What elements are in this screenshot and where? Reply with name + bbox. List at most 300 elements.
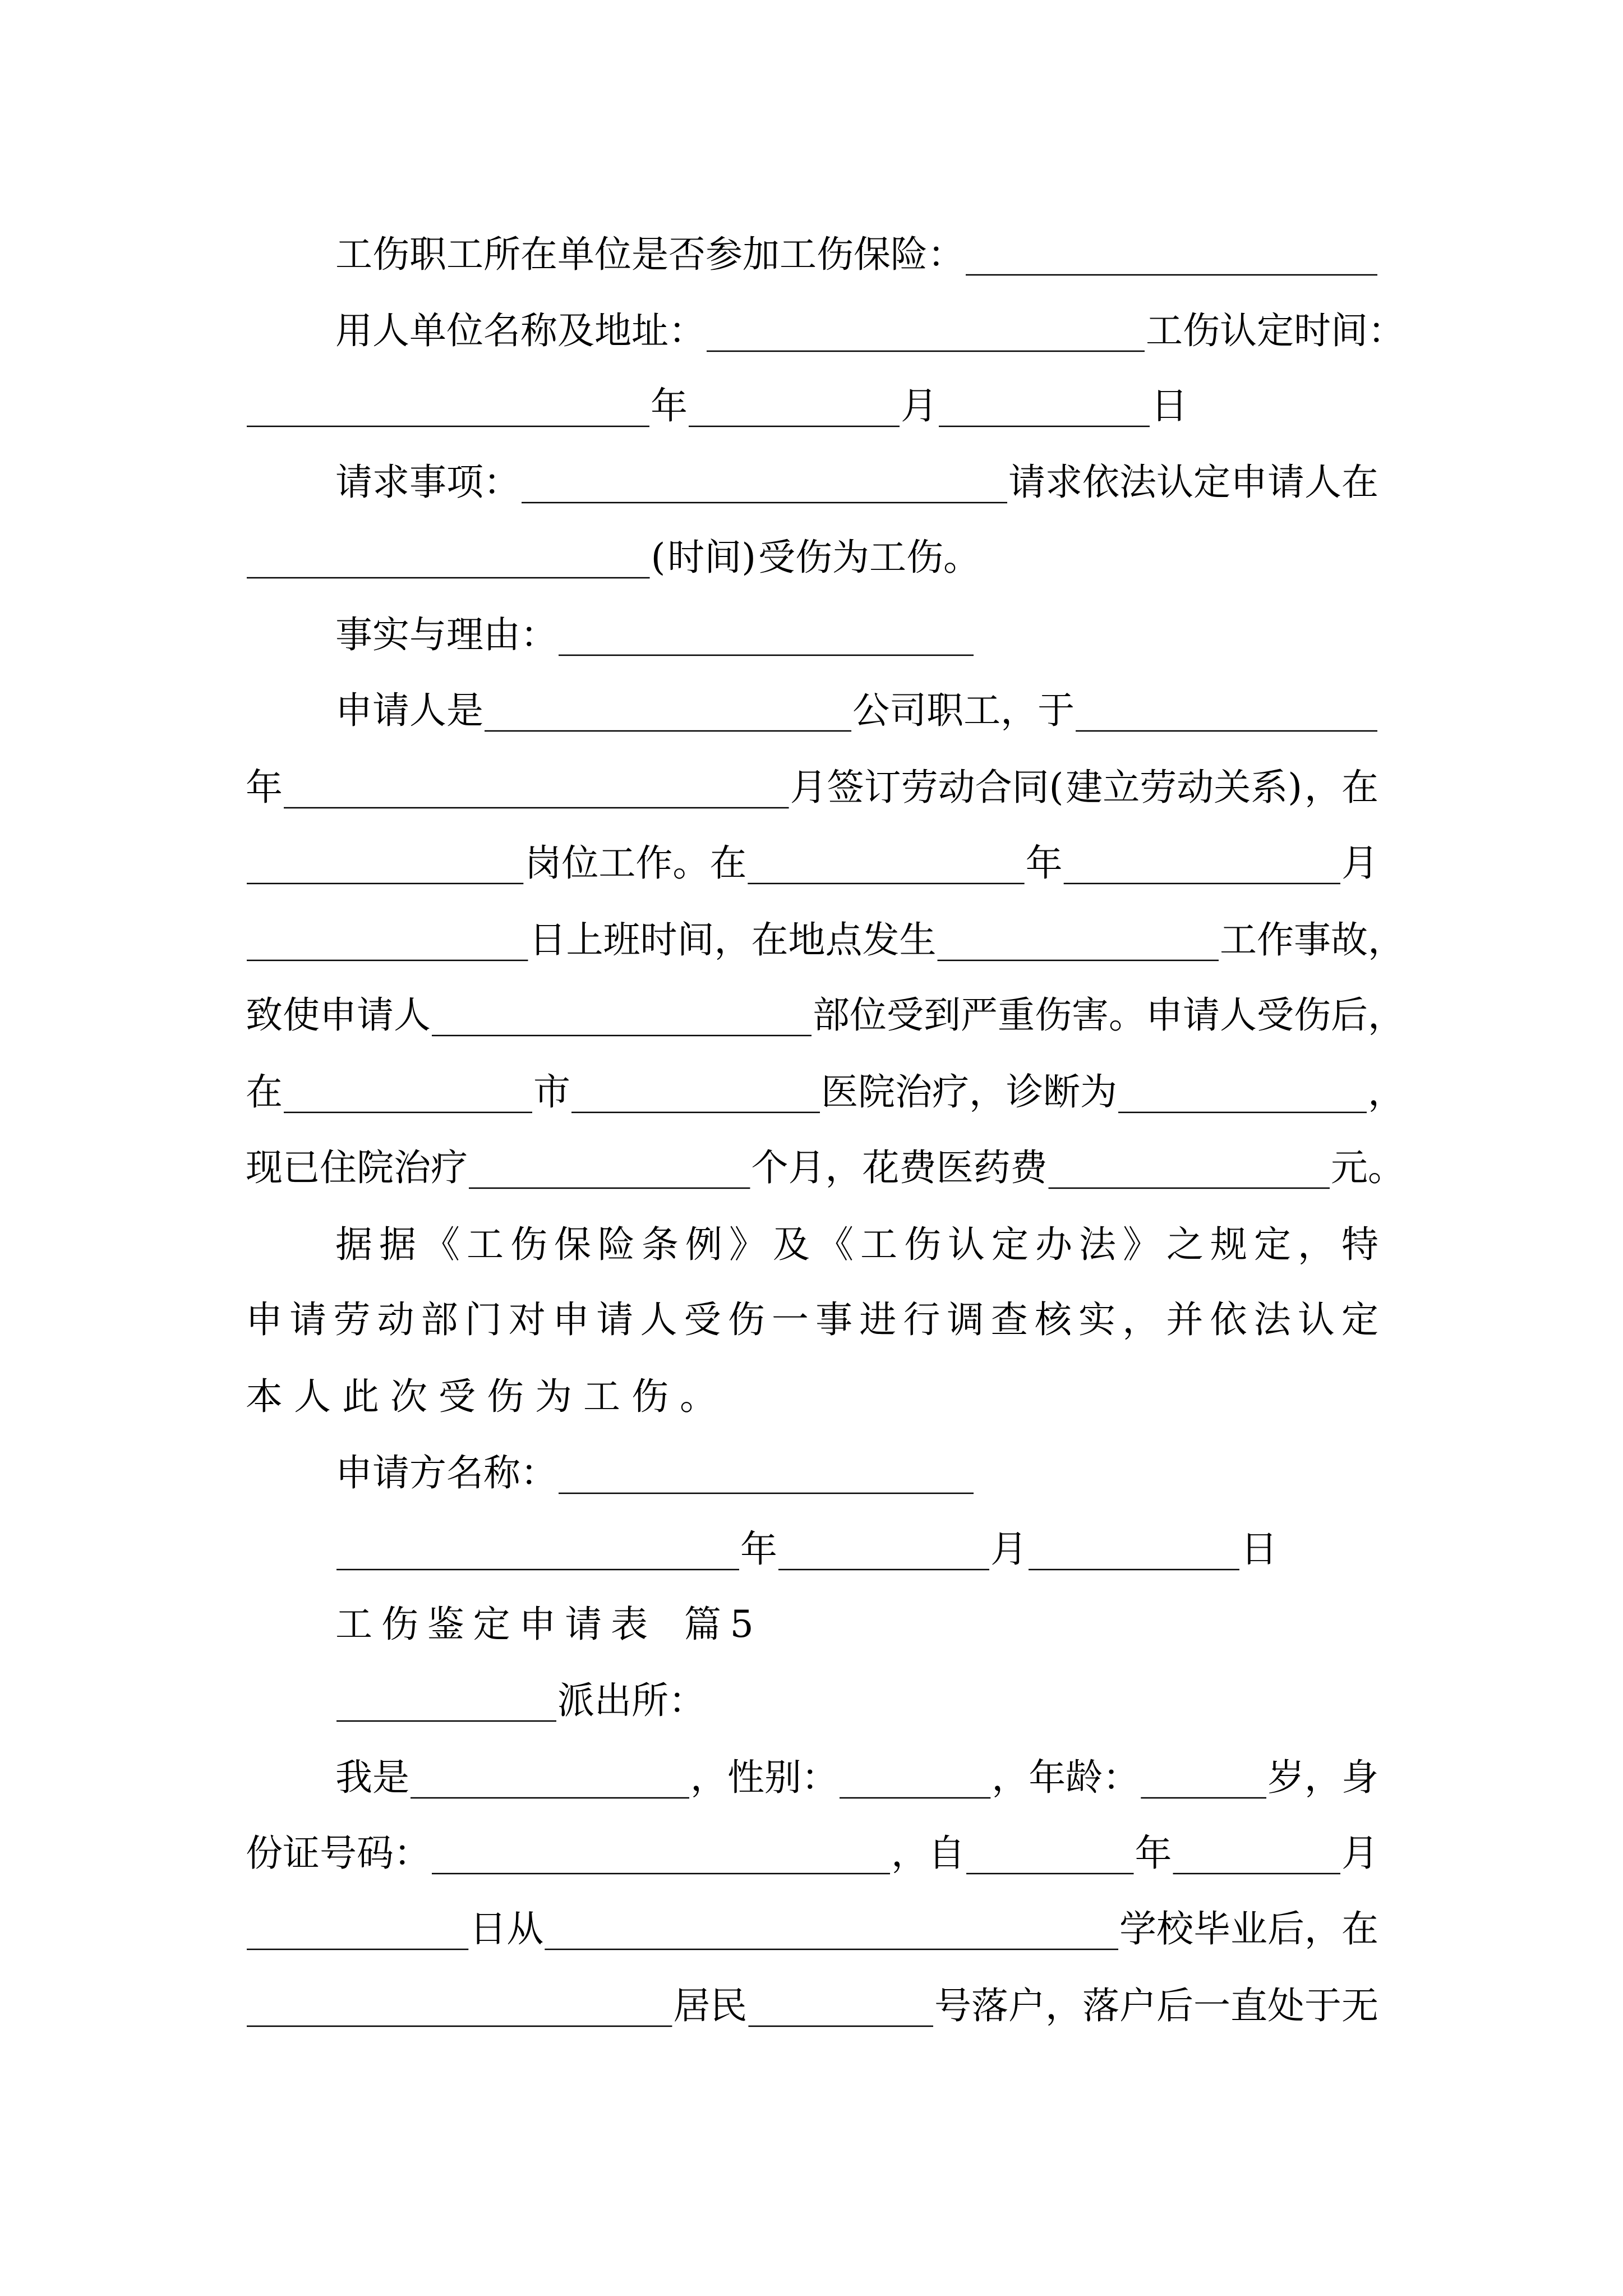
text-glyph [1146,993,1183,1037]
text-glyph [727,1756,764,1799]
text-glyph [1368,918,1405,961]
text-glyph [1151,384,1188,427]
text-glyph [1368,309,1405,352]
text-glyph [901,384,938,427]
text-glyph [709,841,746,885]
text-glyph [409,309,446,352]
text-glyph [1341,1298,1378,1341]
text-glyph [1156,461,1193,504]
text-line-render [335,610,975,662]
text-glyph [795,536,832,579]
text-line-render [246,1829,1378,1880]
text-glyph [1183,309,1220,352]
text-glyph [1011,1146,1049,1189]
text-glyph [566,918,603,961]
text-line [335,1676,706,1728]
text-line-render [246,1981,1378,2033]
text-glyph [1049,766,1064,809]
text-glyph [869,536,906,579]
text-glyph [887,993,924,1037]
text-line [246,1904,1378,1956]
text-glyph [1304,1984,1341,2027]
text-glyph [1267,1907,1304,1950]
text-glyph [246,1375,283,1418]
text-glyph [372,233,409,276]
text-glyph [928,233,965,276]
text-line [335,1448,975,1500]
text-glyph [1267,1984,1304,2027]
text-glyph [903,1298,940,1341]
text-glyph [409,1451,446,1494]
text-glyph [1294,918,1331,961]
text-glyph [904,1223,941,1266]
text-glyph [667,536,704,579]
text-glyph [377,1298,414,1341]
text-glyph [1368,1146,1405,1189]
text-line-render [335,230,1378,282]
text-glyph [990,1527,1027,1571]
text-glyph [901,766,938,809]
text-line [335,610,975,662]
text-glyph [1146,309,1183,352]
text-glyph [421,1298,458,1341]
text-glyph [1210,1298,1247,1341]
text-glyph [446,461,484,504]
text-glyph [1341,1984,1378,2027]
text-glyph [335,613,372,656]
text-glyph [467,1223,504,1266]
text-glyph [924,993,961,1037]
text-glyph [1331,918,1368,961]
text-glyph [729,1223,766,1266]
text-glyph [743,233,780,276]
text-glyph [557,233,594,276]
text-line [246,1295,1378,1347]
text-glyph [1035,1298,1073,1341]
text-glyph [473,1603,510,1646]
text-glyph [520,1451,557,1494]
text-glyph [821,1070,858,1114]
text-glyph [483,1451,521,1494]
text-glyph [1298,1223,1335,1266]
text-line-render [335,1525,1278,1576]
text-glyph [409,233,448,276]
text-glyph [519,1603,556,1646]
text-glyph [1000,689,1038,732]
text-glyph [1331,1146,1368,1189]
text-line [246,1143,1405,1195]
text-glyph [928,1832,965,1875]
text-glyph [1029,1756,1066,1799]
text-glyph [246,1146,283,1189]
text-glyph [335,1451,372,1494]
text-glyph [772,1298,809,1341]
text-glyph [283,1146,320,1189]
text-line [246,533,980,585]
text-glyph [832,536,869,579]
text-glyph [635,841,672,885]
text-glyph [685,1223,722,1266]
text-glyph [668,1679,706,1722]
text-glyph [1257,993,1294,1037]
text-glyph [710,1984,747,2027]
text-glyph [684,1298,721,1341]
text-glyph [1123,1223,1160,1266]
text-glyph [1254,1298,1292,1341]
text-glyph [446,233,483,276]
text-line-render [246,839,1378,890]
text-glyph [1230,1907,1267,1950]
text-glyph [1304,1756,1341,1799]
text-line [335,1220,1378,1272]
text-glyph [335,1756,372,1799]
text-glyph [1220,993,1257,1037]
text-glyph [289,1298,326,1341]
text-glyph [1140,766,1177,809]
text-glyph [520,309,558,352]
text-glyph [1220,918,1257,961]
text-glyph [889,689,926,732]
text-glyph [372,1756,409,1799]
text-glyph [409,461,446,504]
text-glyph [790,766,827,809]
text-glyph [863,1146,900,1189]
text-glyph [1122,1298,1159,1341]
text-glyph [974,1146,1011,1189]
text-line-render [335,1600,750,1651]
text-glyph [815,1298,852,1341]
text-glyph [1035,993,1072,1037]
text-glyph [1331,993,1368,1037]
text-glyph [780,233,817,276]
text-line-render [335,306,1405,358]
text-glyph [1082,461,1119,504]
text-glyph [294,1375,331,1418]
text-glyph [789,1146,826,1189]
text-glyph [850,993,887,1037]
text-glyph [728,1298,765,1341]
text-line-render [335,458,1378,509]
text-glyph [900,918,937,961]
text-glyph [969,1070,1006,1114]
text-glyph [335,309,372,352]
text-glyph [992,1223,1029,1266]
text-glyph [1341,1756,1378,1799]
text-glyph [446,309,483,352]
text-glyph [394,1146,432,1189]
text-glyph [672,841,709,885]
text-glyph [906,536,943,579]
text-glyph [333,1298,370,1341]
text-glyph [1103,1756,1140,1799]
text-glyph [335,689,372,732]
text-glyph [631,1375,668,1418]
text-glyph [1080,1070,1117,1114]
text-glyph [813,993,850,1037]
text-line [246,1981,1378,2033]
text-glyph [852,689,889,732]
text-line-render [246,381,1188,433]
text-glyph [603,918,640,961]
text-glyph [1008,461,1045,504]
text-line-render [246,1904,1378,1956]
text-glyph [1230,1984,1267,2027]
text-glyph [487,1375,524,1418]
text-glyph [552,1298,589,1341]
text-glyph [1368,1070,1405,1114]
text-line-render [246,991,1405,1042]
text-glyph [1043,1070,1080,1114]
text-glyph [789,918,826,961]
text-glyph [1008,1984,1045,2027]
text-glyph [469,1907,506,1950]
text-line-render [246,915,1405,967]
text-glyph [524,841,561,885]
text-glyph [446,689,483,732]
text-glyph [961,993,998,1037]
text-glyph [704,536,741,579]
text-glyph [335,233,372,276]
text-glyph [335,461,372,504]
text-glyph [357,1146,394,1189]
text-glyph [439,1375,476,1418]
text-glyph [677,918,714,961]
text-line [246,1372,717,1424]
text-glyph [342,1375,379,1418]
text-glyph [381,1603,418,1646]
text-glyph [1066,766,1103,809]
text-glyph [1045,461,1082,504]
text-glyph [943,536,980,579]
text-line-render [335,1448,975,1500]
text-glyph [926,689,965,732]
text-glyph [446,1451,483,1494]
text-glyph [1254,1223,1291,1266]
text-glyph [372,613,409,656]
text-glyph [826,918,864,961]
text-glyph [1294,993,1331,1037]
text-glyph [379,1223,416,1266]
text-glyph [390,1375,427,1418]
text-glyph [1082,1984,1119,2027]
text-glyph [963,689,1000,732]
text-glyph [1193,1984,1230,2027]
text-glyph [431,1146,468,1189]
text-glyph [1294,309,1331,352]
text-glyph [509,1298,546,1341]
text-line-render [335,1676,706,1728]
text-line-render [246,1295,1378,1347]
text-glyph [557,309,594,352]
text-glyph [1166,1298,1203,1341]
text-glyph [1288,766,1302,809]
text-glyph [483,233,520,276]
text-glyph [1251,766,1288,809]
text-glyph [246,1298,283,1341]
text-glyph [651,384,688,427]
text-glyph [1119,1984,1156,2027]
text-glyph [335,1223,372,1266]
text-line [246,1829,1378,1880]
text-glyph [1214,766,1251,809]
text-glyph [640,1298,677,1341]
text-glyph [858,1070,895,1114]
text-glyph [706,233,743,276]
text-glyph [1341,766,1378,809]
text-glyph [611,1603,648,1646]
text-glyph [934,1984,971,2027]
text-glyph [863,918,900,961]
text-glyph [483,309,520,352]
text-glyph [594,233,631,276]
text-glyph [320,1146,357,1189]
text-glyph [1341,1223,1378,1266]
text-glyph [826,1146,863,1189]
text-glyph [1193,1907,1230,1950]
text-glyph [423,1223,460,1266]
text-glyph [465,1298,502,1341]
text-glyph [864,766,901,809]
text-line-render [335,1220,1378,1272]
text-glyph [642,1223,679,1266]
text-glyph [372,1451,409,1494]
text-glyph [1072,993,1109,1037]
text-glyph [1368,993,1405,1037]
text-glyph [372,461,409,504]
text-glyph [1257,309,1294,352]
text-line [246,763,1378,815]
text-glyph [668,233,706,276]
text-glyph [730,1603,754,1646]
text-glyph [561,841,598,885]
text-glyph [446,613,483,656]
text-glyph [1341,1907,1378,1950]
text-glyph [1257,918,1294,961]
text-glyph [860,1223,897,1266]
text-glyph [758,536,795,579]
text-glyph [357,993,394,1037]
text-glyph [483,613,520,656]
text-line [335,1600,750,1651]
text-glyph [1078,1298,1115,1341]
text-glyph [1166,1223,1204,1266]
text-glyph [992,1756,1029,1799]
text-glyph [938,766,975,809]
text-glyph [751,918,789,961]
text-glyph [631,1679,668,1722]
text-glyph [1304,766,1341,809]
text-glyph [680,1375,717,1418]
text-line-render [335,1753,1378,1805]
text-glyph [529,918,566,961]
text-glyph [427,1603,464,1646]
text-glyph [535,1375,572,1418]
text-glyph [740,1527,777,1571]
text-glyph [1035,1223,1073,1266]
text-line [246,839,1378,890]
text-glyph [714,918,751,961]
text-glyph [520,613,557,656]
text-glyph [631,309,668,352]
text-glyph [801,1756,838,1799]
text-glyph [357,1832,394,1875]
text-glyph [651,536,666,579]
text-glyph [817,1223,854,1266]
text-glyph [510,1223,547,1266]
text-glyph [583,1375,620,1418]
text-glyph [1109,993,1146,1037]
text-glyph [971,1984,1008,2027]
text-glyph [520,233,557,276]
text-glyph [1183,993,1220,1037]
text-glyph [991,1298,1028,1341]
text-line-render [335,686,1378,738]
text-glyph [320,993,357,1037]
text-glyph [751,1146,789,1189]
text-glyph [596,1298,633,1341]
text-glyph [1298,1298,1335,1341]
text-glyph [594,1679,631,1722]
text-glyph [565,1603,602,1646]
text-glyph [859,1298,896,1341]
text-glyph [937,1146,974,1189]
text-glyph [895,1070,933,1114]
text-glyph [1079,1223,1117,1266]
text-line [246,915,1405,967]
text-glyph [773,1223,810,1266]
text-glyph [827,766,864,809]
text-glyph [1119,1907,1156,1950]
text-glyph [394,993,431,1037]
text-glyph [948,1223,985,1266]
text-glyph [932,1070,969,1114]
text-glyph [1304,461,1341,504]
text-glyph [246,766,283,809]
text-line [246,381,1188,433]
text-glyph [1341,1832,1378,1875]
text-glyph [1066,1756,1103,1799]
text-glyph [320,1832,357,1875]
text-glyph [900,1146,938,1189]
text-glyph [1177,766,1214,809]
text-glyph [1012,766,1049,809]
text-line [335,1525,1278,1576]
text-glyph [764,1756,801,1799]
text-glyph [1135,1832,1172,1875]
text-glyph [1103,766,1140,809]
text-glyph [1119,461,1157,504]
text-glyph [673,1984,710,2027]
text-glyph [246,1070,283,1114]
text-line-render [246,763,1378,815]
text-glyph [246,993,283,1037]
text-glyph [690,1756,727,1799]
text-glyph [409,613,446,656]
text-glyph [1304,1907,1341,1950]
text-glyph [598,841,635,885]
text-glyph [1230,461,1267,504]
text-line-render [246,1068,1405,1119]
text-glyph [394,1832,431,1875]
text-glyph [246,1832,283,1875]
text-glyph [598,1223,635,1266]
text-line [335,230,1378,282]
text-glyph [533,1070,570,1114]
text-glyph [1220,309,1257,352]
text-glyph [998,993,1035,1037]
text-glyph [1210,1223,1247,1266]
text-glyph [640,918,677,961]
